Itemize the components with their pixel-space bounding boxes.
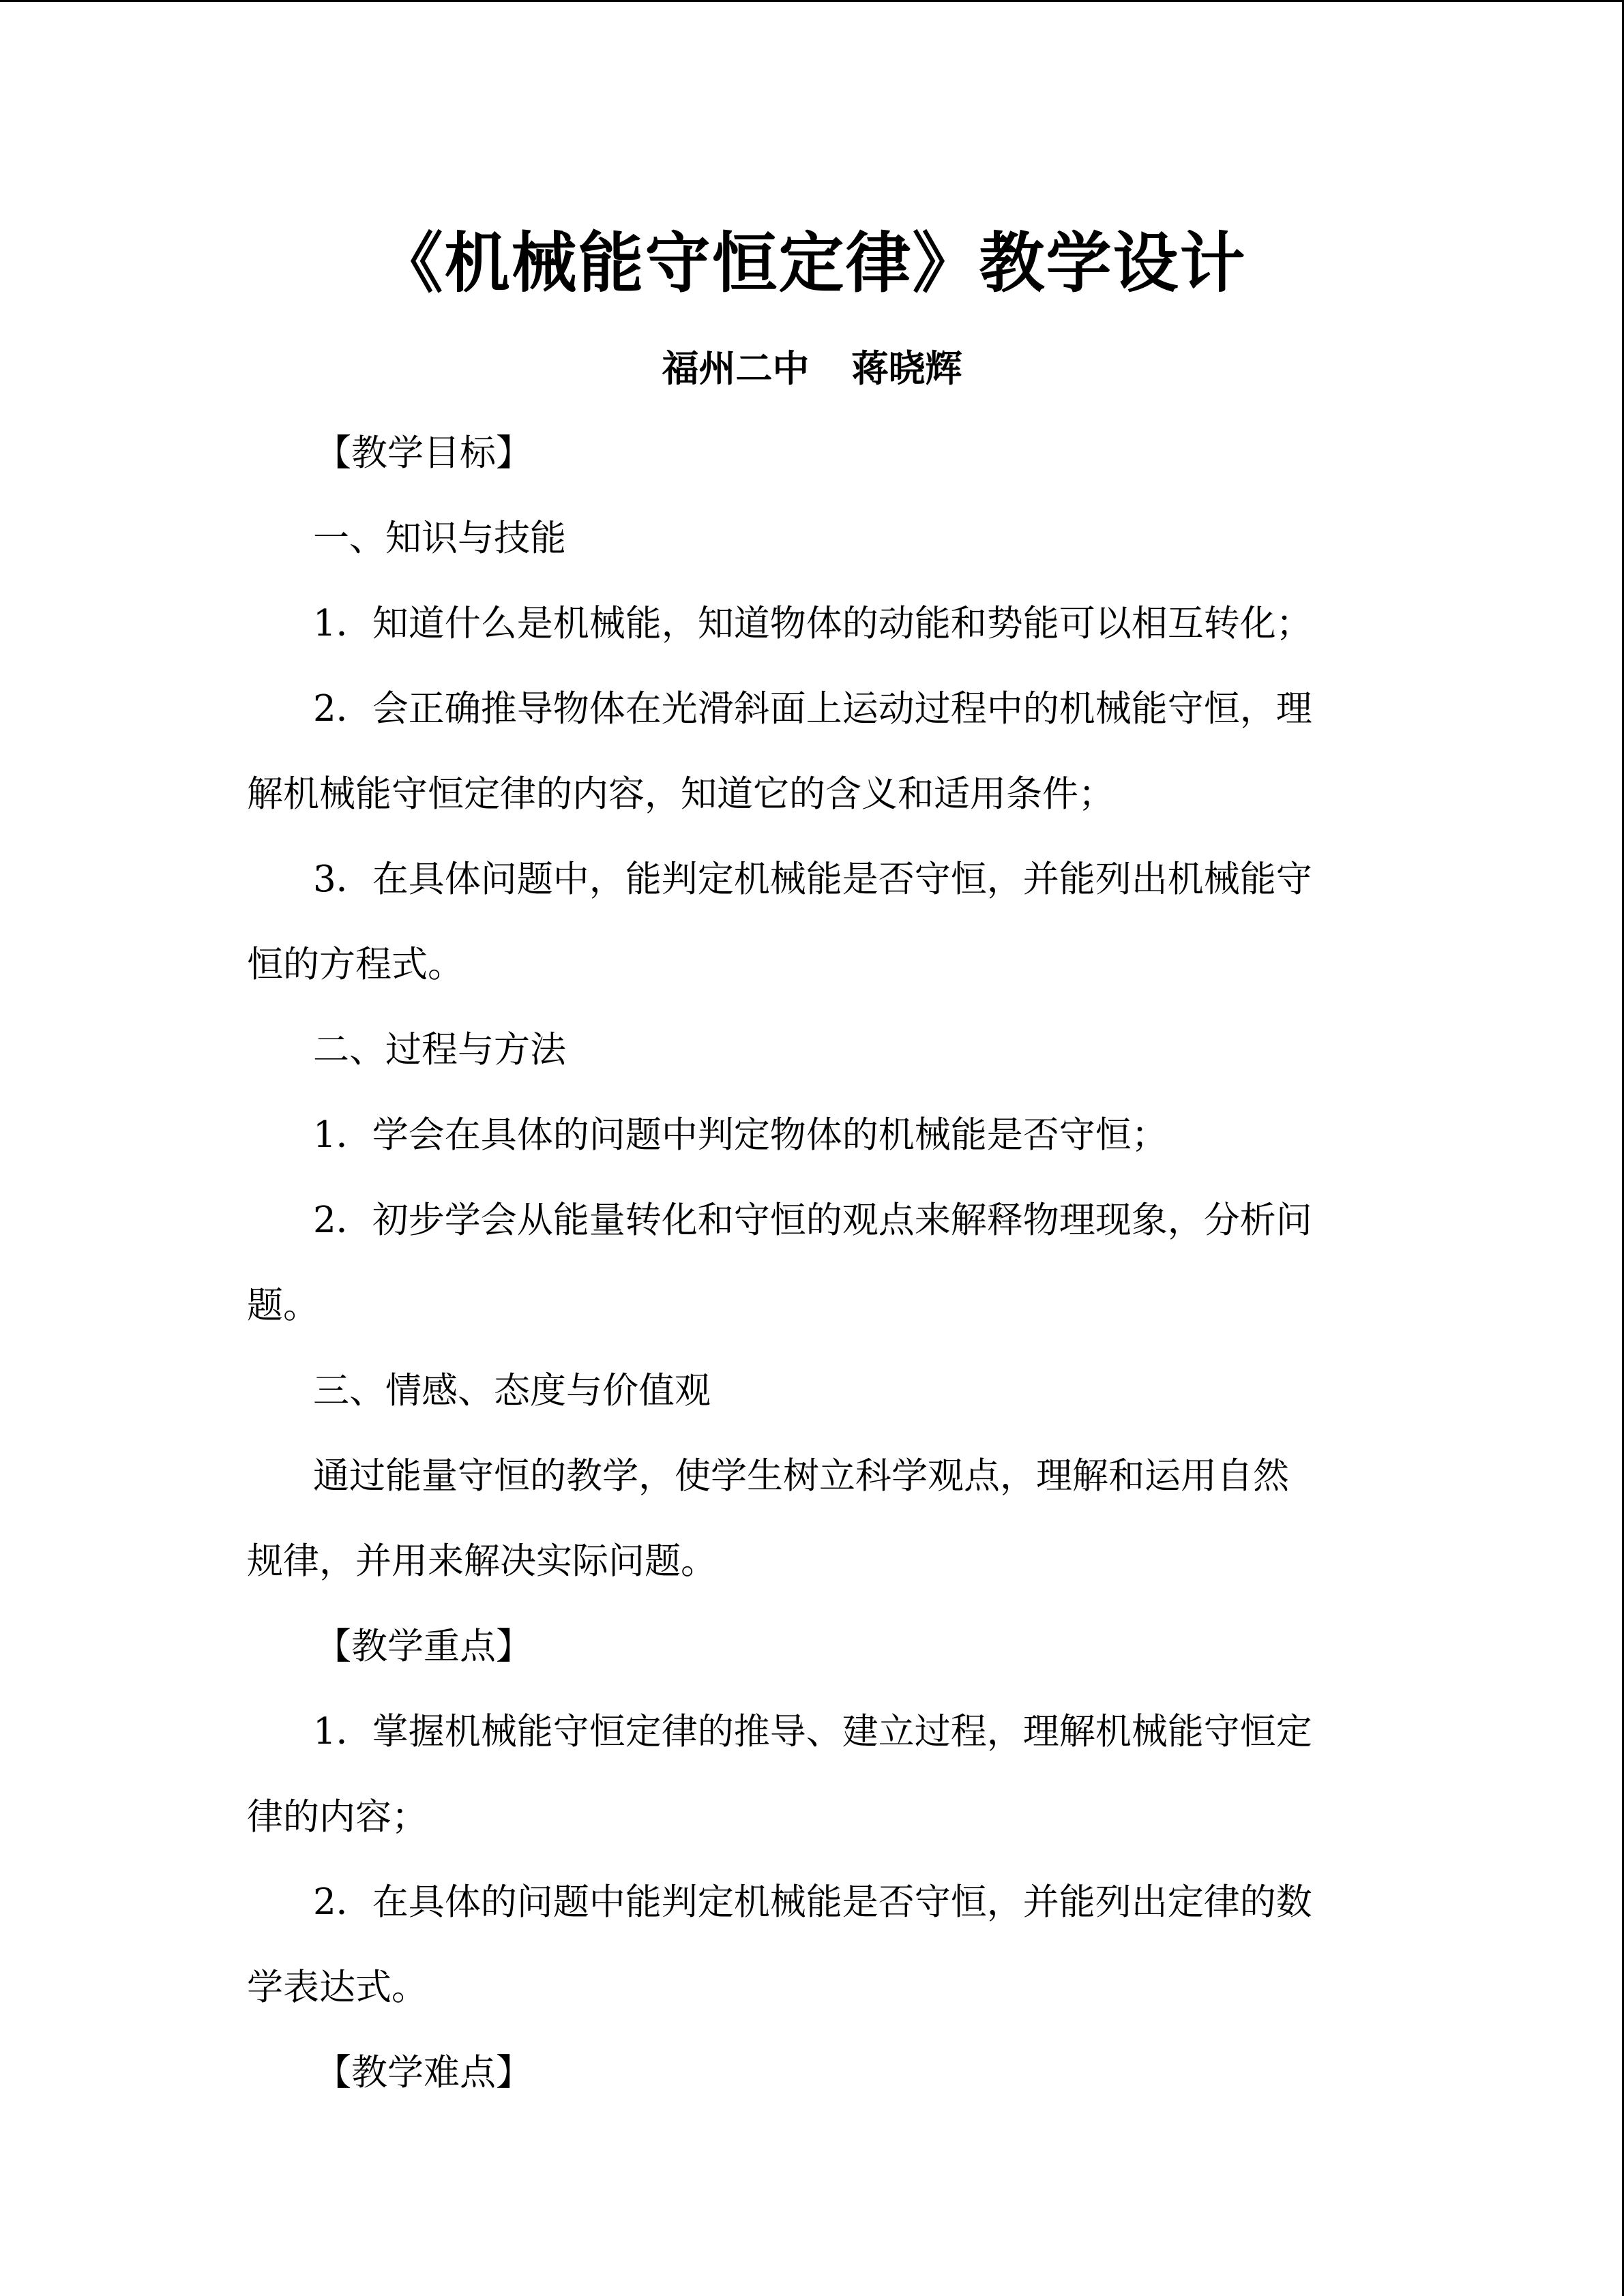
subheading-process-methods: 二、过程与方法 xyxy=(313,1029,566,1071)
author-name: 蒋晓辉 xyxy=(851,347,962,390)
section-heading-difficulties: 【教学难点】 xyxy=(315,2052,532,2093)
paragraph-line: 2．初步学会从能量转化和守恒的观点来解释物理现象，分析问 xyxy=(313,1199,1312,1241)
author-school: 福州二中 xyxy=(662,347,810,390)
paragraph-line: 1．知道什么是机械能，知道物体的动能和势能可以相互转化； xyxy=(313,603,1312,644)
document-title: 《机械能守恒定律》教学设计 xyxy=(377,225,1247,301)
author-line xyxy=(0,342,1624,396)
paragraph-line: 学表达式。 xyxy=(247,1967,428,2008)
paragraph-line: 3．在具体问题中，能判定机械能是否守恒，并能列出机械能守 xyxy=(313,859,1312,900)
paragraph-line: 解机械能守恒定律的内容，知道它的含义和适用条件； xyxy=(247,773,1114,815)
paragraph-line: 恒的方程式。 xyxy=(247,944,464,985)
paragraph-line: 题。 xyxy=(247,1285,319,1326)
subheading-attitude-values: 三、情感、态度与价值观 xyxy=(313,1370,711,1412)
paragraph-line: 通过能量守恒的教学，使学生树立科学观点，理解和运用自然 xyxy=(313,1455,1289,1497)
paragraph-line: 2．在具体的问题中能判定机械能是否守恒，并能列出定律的数 xyxy=(313,1881,1312,1923)
subheading-knowledge-skills: 一、知识与技能 xyxy=(313,518,566,559)
section-heading-key-points: 【教学重点】 xyxy=(315,1626,532,1667)
paragraph-line: 规律，并用来解决实际问题。 xyxy=(247,1540,717,1582)
section-heading-objectives: 【教学目标】 xyxy=(315,432,532,474)
paragraph-line: 律的内容； xyxy=(247,1796,428,1838)
paragraph-line: 1．掌握机械能守恒定律的推导、建立过程，理解机械能守恒定 xyxy=(313,1711,1312,1753)
paragraph-line: 2．会正确推导物体在光滑斜面上运动过程中的机械能守恒，理 xyxy=(313,688,1312,730)
paragraph-line: 1．学会在具体的问题中判定物体的机械能是否守恒； xyxy=(313,1114,1168,1156)
document-body xyxy=(247,426,1365,2131)
